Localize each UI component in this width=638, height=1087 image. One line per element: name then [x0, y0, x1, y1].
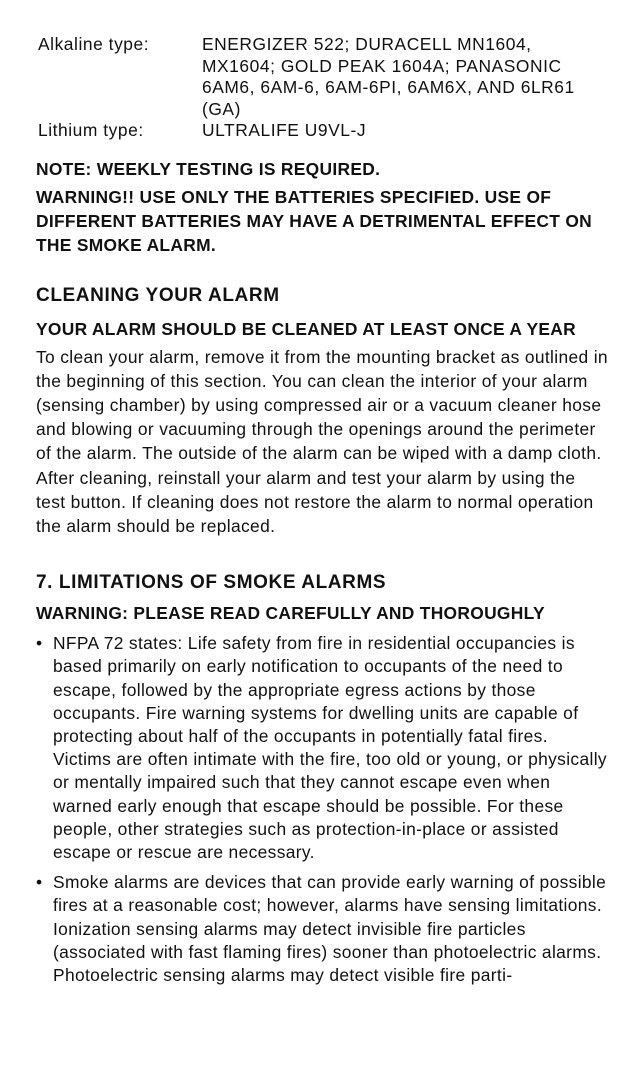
testing-note: NOTE: WEEKLY TESTING IS REQUIRED. [36, 158, 381, 179]
manual-page [36, 34, 608, 994]
lithium-value: ULTRALIFE U9VL-J [202, 120, 367, 140]
limitations-list [36, 632, 608, 987]
bullet-text: NFPA 72 states: Life safety from fire in residential occupancies is based primarily on early notification to occupants of the need to escape, followed by the appropriate egress actions by those occupants. Fire warning systems for dwelling units are capable of protecting about half of the occupants in potentially fatal fires. Victims are often intimate with the fire, too old or young, or physically or mentally impaired such that they cannot escape even when warned early enough that escape should be possible. For these people, other strategies such as protection-in-place or assisted escape or rescue are necessary. [53, 633, 607, 862]
alkaline-value: ENERGIZER 522; DURACELL MN1604, MX1604; GOLD PEAK 1604A; PANASONIC 6AM6, 6AM-6, 6AM-6PI, 6AM6X, AND 6LR61 (GA) [202, 34, 575, 119]
bullet-icon: • [36, 872, 43, 893]
cleaning-section-title: CLEANING YOUR ALARM [36, 284, 280, 306]
battery-table [36, 34, 608, 142]
list-item [36, 632, 608, 864]
alkaline-label: Alkaline type: [38, 34, 150, 54]
bullet-icon: • [36, 633, 43, 654]
cleaning-subtitle: YOUR ALARM SHOULD BE CLEANED AT LEAST ONCE A YEAR [36, 318, 576, 339]
lithium-label: Lithium type: [38, 120, 144, 140]
limitations-section-title: 7. LIMITATIONS OF SMOKE ALARMS [36, 572, 387, 594]
battery-warning: WARNING!! USE ONLY THE BATTERIES SPECIFIED. USE OF DIFFERENT BATTERIES MAY HAVE A DETRIMENTAL EFFECT ON THE SMOKE ALARM. [36, 186, 593, 255]
cleaning-body: To clean your alarm, remove it from the mounting bracket as outlined in the beginning of this section. You can clean the interior of your alarm (sensing chamber) by using compressed air or a vacuum cleaner hose and blowing or vacuuming through the openings around the perimeter of the alarm. The outside of the alarm can be wiped with a damp cloth. After cleaning, reinstall your alarm and test your alarm by using the test button. If cleaning does not restore the alarm to normal operation the alarm should be replaced. [36, 346, 608, 536]
bullet-text: Smoke alarms are devices that can provide early warning of possible fires at a reasonable cost; however, alarms have sensing limitations. Ionization sensing alarms may detect invisible fire particles (associated with fast flaming fires) sooner than photoelectric alarms. Photoelectric sensing alarms may detect visible fire parti- [53, 872, 607, 985]
list-item [36, 871, 608, 987]
limitations-warning: WARNING: PLEASE READ CAREFULLY AND THOROUGHLY [36, 603, 545, 624]
